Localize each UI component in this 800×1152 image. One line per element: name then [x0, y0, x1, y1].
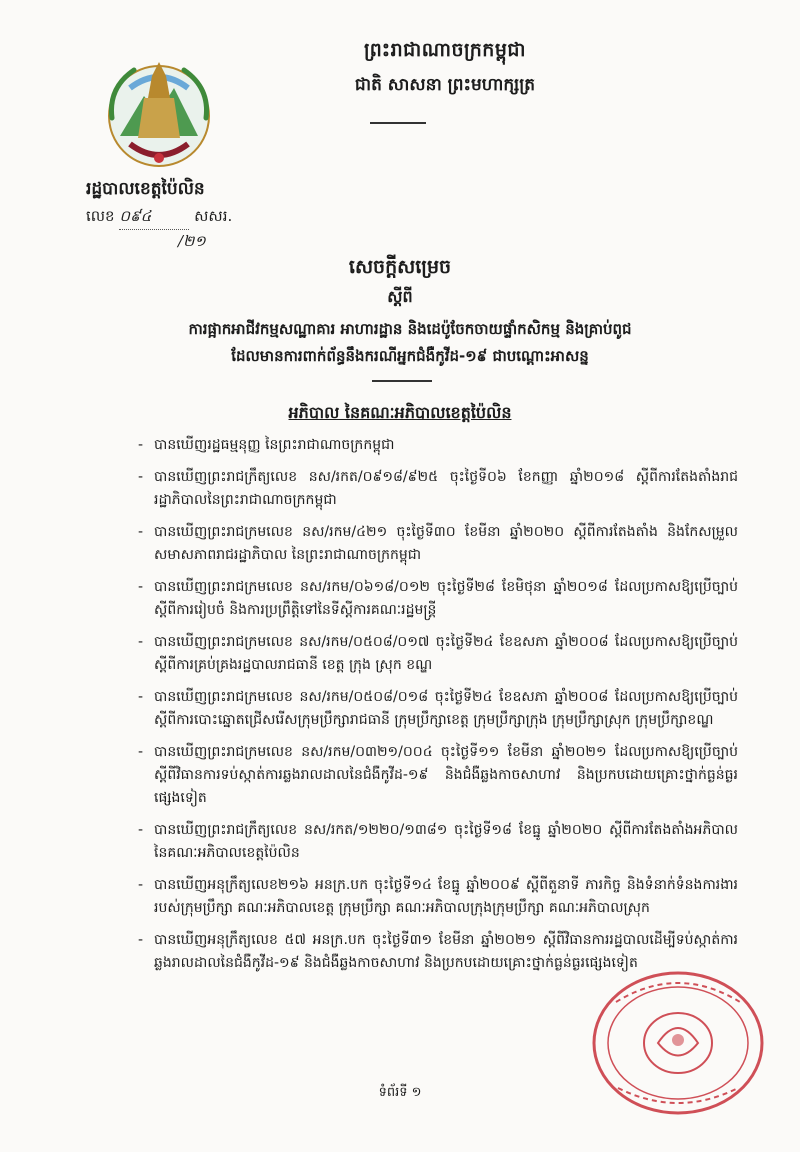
list-item: - បានឃើញព្រះរាជក្រមលេខ នស/រកម/០៦១៨/០១២ ចុះថ្ងៃទី២៨ ខែមិថុនា ឆ្នាំ២០១៨ ដែលប្រកាសឱ្យប្រើច្បាប់ស្តីពីការរៀបចំ និងការប្រព្រឹត្តិទៅនៃទីស្តីការគណៈរដ្ឋមន្ត្រី [138, 576, 738, 622]
list-item: - បានឃើញព្រះរាជក្រមលេខ នស/រកម/០៥០៨/០១៧ ចុះថ្ងៃទី២៤ ខែឧសភា ឆ្នាំ២០០៨ ដែលប្រកាសឱ្យប្រើច្បាប់ស្តីពីការគ្រប់គ្រងរដ្ឋបាលរាជធានី ខេត្ត ក្រុង ស្រុក ខណ្ឌ [138, 631, 738, 677]
list-item: - បានឃើញព្រះរាជក្រមលេខ នស/រកម/៤២១ ចុះថ្ងៃទី៣០ ខែមីនា ឆ្នាំ២០២០ ស្តីពីការតែងតាំង និងកែសម្រួលសមាសភាពរាជរដ្ឋាភិបាល នៃព្រះរាជាណាចក្រកម្ពុជា [138, 521, 738, 567]
page-number: ទំព័រទី ១ [378, 1085, 422, 1100]
list-item: - បានឃើញព្រះរាជក្រឹត្យលេខ នស/រកត/០៩១៨/៩២៥ ចុះថ្ងៃទី០៦ ខែកញ្ញា ឆ្នាំ២០១៨ ស្តីពីការតែងតាំងរាជរដ្ឋាភិបាលនៃព្រះរាជាណាចក្រកម្ពុជា [138, 466, 738, 512]
considerations-list [138, 434, 738, 984]
list-item: - បានឃើញព្រះរាជក្រមលេខ នស/រកម/០៥០៨/០១៨ ចុះថ្ងៃទី២៤ ខែឧសភា ឆ្នាំ២០០៨ ដែលប្រកាសឱ្យប្រើច្បាប់ស្តីពីការបោះឆ្នោតជ្រើសរើសក្រុមប្រឹក្សារាជធានី ក្រុមប្រឹក្សាខេត្ត ក្រុមប្រឹក្សាក្រុង ក្រុមប្រឹក្សាស្រុក ក្រុមប្រឹក្សាខណ្ឌ [138, 686, 738, 732]
subject-description-line1: ការផ្អាកអាជីវកម្មសណ្ឋាគារ អាហារដ្ឋាន និងដេប៉ូចែកចាយផ្ទាំកសិកម្ម និងគ្រាប់ពូជ [188, 320, 632, 338]
ref-suffix: សសរ. [194, 207, 233, 225]
motto-kingdom: ព្រះរាជាណាចក្រកម្ពុជា [364, 39, 526, 61]
list-item: - បានឃើញអនុក្រឹត្យលេខ ៥៧ អនក្រ.បក ចុះថ្ងៃទី៣១ ខែមីនា ឆ្នាំ២០២១ ស្តីពីវិធានការរដ្ឋបាលដើម្បីទប់ស្កាត់ការឆ្លងរាលដាលនៃជំងឺកូវីដ-១៩ និងជំងឺឆ្លងកាចសាហាវ និងប្រកបដោយគ្រោះថ្នាក់ធ្ងន់ធ្ងរផ្សេងទៀត [138, 929, 738, 975]
list-item: - បានឃើញរដ្ឋធម្មនុញ្ញ នៃព្រះរាជាណាចក្រកម្ពុជា [138, 434, 738, 457]
title-divider [372, 380, 432, 382]
issuing-authority: រដ្ឋបាលខេត្តប៉ៃលិន [86, 179, 205, 199]
document-title: សេចក្តីសម្រេច [348, 256, 452, 278]
issuer-heading: អភិបាល នៃគណៈអភិបាលខេត្តប៉ៃលិន [288, 403, 512, 422]
motto-nation-religion-king: ជាតិ សាសនា ព្រះមហាក្សត្រ [354, 75, 536, 95]
reference-year: /២១ [178, 232, 206, 250]
pailin-province-logo-icon [100, 58, 218, 178]
ref-prefix: លេខ [86, 207, 115, 225]
subject-label: ស្តីពី [387, 287, 413, 306]
reference-number [86, 207, 232, 230]
subject-description-line2: ដែលមានការពាក់ព័ន្ធនឹងករណីអ្នកជំងឺកូវីដ-១៩ ជាបណ្តោះអាសន្ន [231, 347, 589, 365]
ref-number: ០៩៤ [119, 207, 189, 230]
list-item: - បានឃើញអនុក្រឹត្យលេខ២១៦ អនក្រ.បក ចុះថ្ងៃទី១៤ ខែធ្នូ ឆ្នាំ២០០៩ ស្តីពីតួនាទី ភារកិច្ច និងទំនាក់ទំនងការងាររបស់ក្រុមប្រឹក្សា គណៈអភិបាលខេត្ត ក្រុមប្រឹក្សា គណៈអភិបាលក្រុងក្រុមប្រឹក្សា គណៈអភិបាលស្រុក [138, 874, 738, 920]
header-divider [370, 122, 426, 124]
list-item: - បានឃើញព្រះរាជក្រឹត្យលេខ នស/រកត/១២២០/១៣៨១ ចុះថ្ងៃទី១៨ ខែធ្នូ ឆ្នាំ២០២០ ស្តីពីការតែងតាំងអភិបាលនៃគណៈអភិបាលខេត្តប៉ៃលិន [138, 819, 738, 865]
list-item: - បានឃើញព្រះរាជក្រមលេខ នស/រកម/០៣២១/០០៤ ចុះថ្ងៃទី១១ ខែមីនា ឆ្នាំ២០២១ ដែលប្រកាសឱ្យប្រើច្បាប់ស្តីពីវិធានការទប់ស្កាត់ការឆ្លងរាលដាលនៃជំងឺកូវីដ-១៩ និងជំងឺឆ្លងកាចសាហាវ និងប្រកបដោយគ្រោះថ្នាក់ធ្ងន់ធ្ងរផ្សេងទៀត [138, 741, 738, 810]
